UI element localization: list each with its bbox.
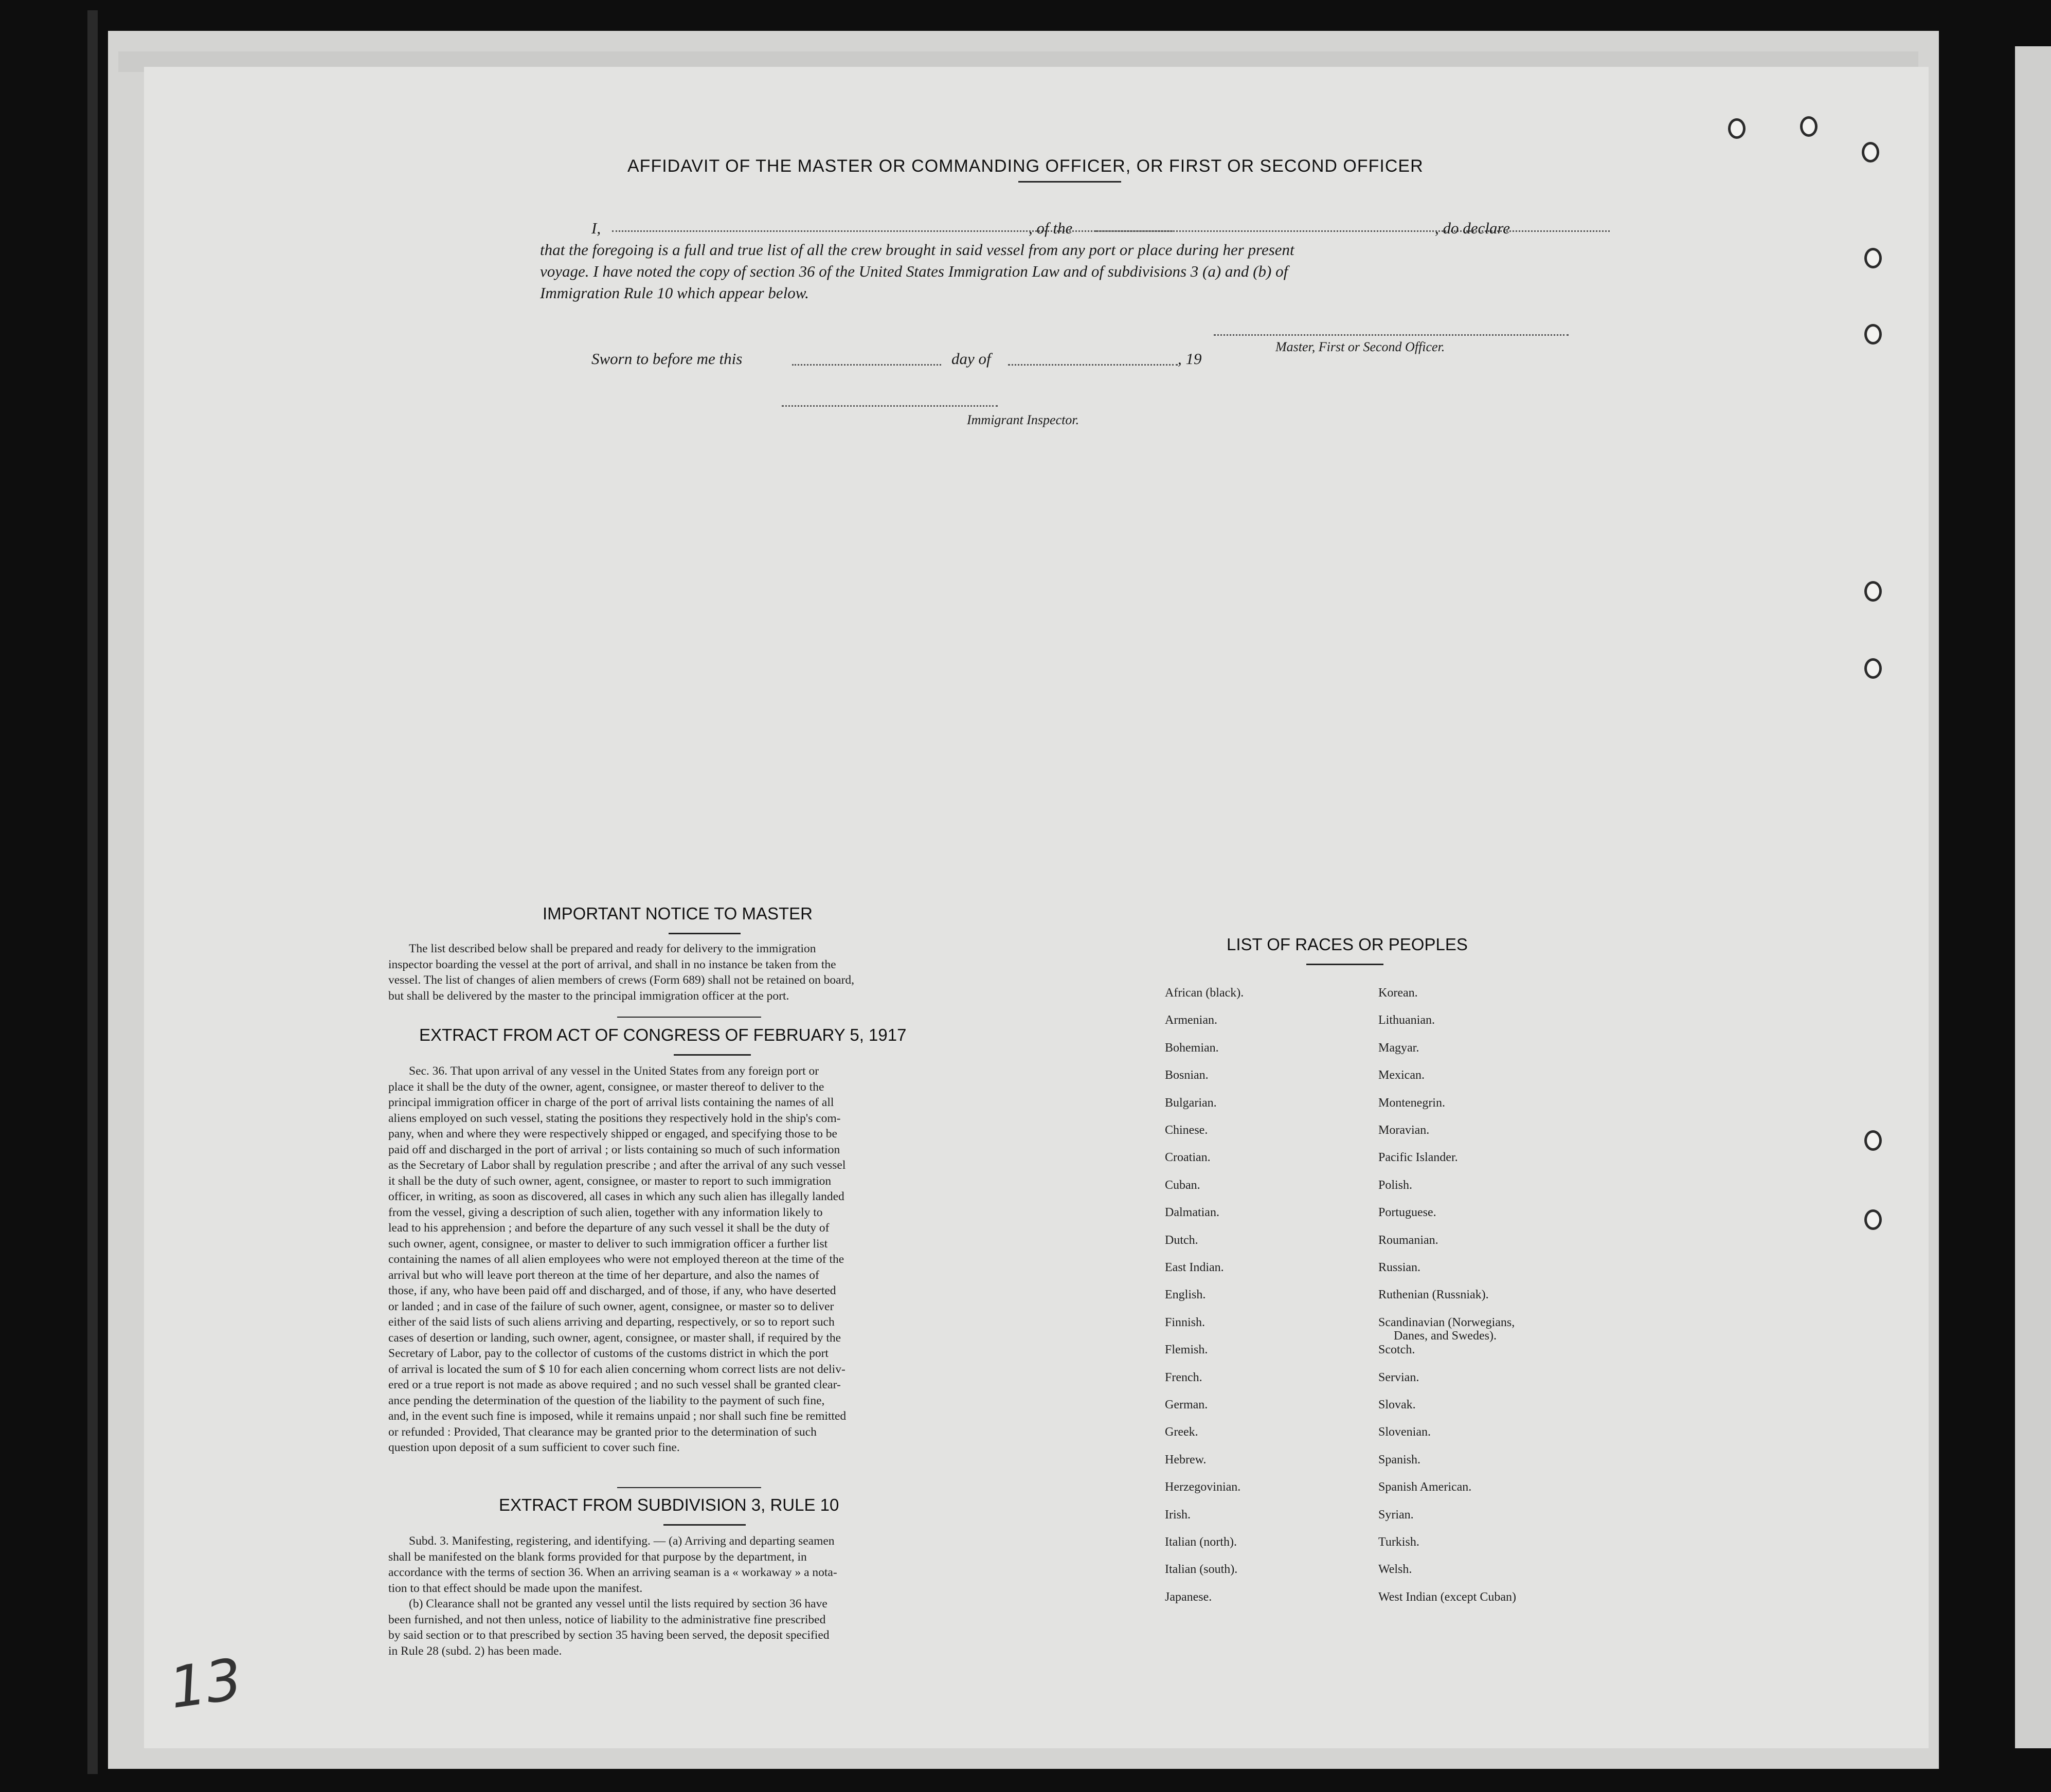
- race-item: Turkish.: [1378, 1535, 1419, 1549]
- rule-extract-underline: [663, 1524, 746, 1526]
- race-item: Polish.: [1378, 1178, 1413, 1192]
- declaration-i: I,: [591, 219, 601, 237]
- race-item: Greek.: [1165, 1425, 1198, 1439]
- race-item: Herzegovinian.: [1165, 1480, 1241, 1494]
- race-item: Ruthenian (Russniak).: [1378, 1288, 1489, 1302]
- officer-signature-line[interactable]: [1214, 334, 1569, 336]
- act-line: pany, when and where they were respectively shipped or engaged, and specifying those to be: [388, 1127, 837, 1141]
- race-item: Cuban.: [1165, 1178, 1200, 1192]
- act-line: and, in the event such fine is imposed, while it remains unpaid ; nor shall such fine be remitted: [388, 1409, 847, 1423]
- act-line: such owner, agent, consignee, or master to deliver to such immigration officer a further list: [388, 1237, 828, 1251]
- race-item: Italian (north).: [1165, 1535, 1237, 1549]
- act-line: of arrival is located the sum of $ 10 for each alien concerning whom correct lists are not deliv-: [388, 1362, 845, 1376]
- race-item: Armenian.: [1165, 1013, 1217, 1027]
- race-item: Bosnian.: [1165, 1069, 1209, 1082]
- race-item: Flemish.: [1165, 1343, 1208, 1357]
- act-line: or landed ; and in case of the failure of such owner, agent, consignee, or master so to deliver: [388, 1299, 834, 1313]
- race-item: Irish.: [1165, 1508, 1191, 1522]
- race-item: Roumanian.: [1378, 1233, 1438, 1247]
- act-line: from the vessel, giving a description of such alien, together with any information likely to: [388, 1205, 823, 1219]
- race-item: Japanese.: [1165, 1590, 1212, 1604]
- race-item: Welsh.: [1378, 1563, 1412, 1577]
- race-item: Bohemian.: [1165, 1041, 1219, 1055]
- act-line: officer, in writing, as soon as discovered, all cases in which any such alien has illegally landed: [388, 1190, 844, 1203]
- punch-hole: [1864, 248, 1882, 268]
- race-item: Bulgarian.: [1165, 1096, 1217, 1110]
- act-line: or refunded : Provided, That clearance may be granted prior to the determination of such: [388, 1425, 817, 1439]
- notice-text: [388, 941, 990, 1004]
- race-item: Croatian.: [1165, 1151, 1211, 1165]
- race-item: Spanish American.: [1378, 1480, 1472, 1494]
- act-line: as the Secretary of Labor shall by regulation prescribe ; and after the arrival of any such vessel: [388, 1159, 846, 1172]
- sworn-year: , 19: [1178, 350, 1202, 368]
- act-line: Sec. 36. That upon arrival of any vessel in the United States from any foreign port or: [409, 1064, 819, 1078]
- act-extract-text: [388, 1063, 990, 1456]
- races-underline: [1306, 964, 1383, 965]
- race-item: Slovenian.: [1378, 1425, 1431, 1439]
- punch-hole: [1728, 118, 1746, 139]
- sworn-month-line[interactable]: [1008, 364, 1178, 366]
- inspector-signature-line[interactable]: [782, 405, 998, 407]
- race-item: West Indian (except Cuban): [1378, 1590, 1516, 1604]
- rule-line: (b) Clearance shall not be granted any vessel until the lists required by section 36 have: [409, 1597, 827, 1610]
- adjacent-page-edge: [2015, 46, 2051, 1748]
- notice-underline: [669, 933, 741, 934]
- rule-extract-text: [388, 1533, 990, 1659]
- name-blank-line[interactable]: [612, 230, 1173, 232]
- race-item-continuation: Danes, and Swedes).: [1394, 1329, 1497, 1343]
- officer-signature-label: Master, First or Second Officer.: [1275, 339, 1445, 354]
- declaration-line-2: voyage. I have noted the copy of section 36 of the United States Immigration Law and of subdivisions 3 (a) and (b) of: [540, 262, 1288, 280]
- declaration-line-3: Immigration Rule 10 which appear below.: [540, 284, 809, 302]
- act-extract-title: EXTRACT FROM ACT OF CONGRESS OF FEBRUARY 5, 1917: [419, 1025, 907, 1044]
- rule-line: in Rule 28 (subd. 2) has been made.: [388, 1644, 562, 1658]
- rule-line: shall be manifested on the blank forms provided for that purpose by the department, in: [388, 1550, 807, 1564]
- act-line: lead to his apprehension ; and before the departure of any such vessel it shall be the duty of: [388, 1221, 830, 1235]
- act-line: arrival but who will leave port thereon at the time of her departure, and also the names of: [388, 1268, 819, 1282]
- act-line: Secretary of Labor, pay to the collector of customs of the customs district in which the port: [388, 1347, 829, 1360]
- race-item: Finnish.: [1165, 1315, 1206, 1329]
- act-line: principal immigration officer in charge of the port of arrival lists containing the names of all: [388, 1096, 834, 1109]
- punch-hole: [1800, 116, 1818, 137]
- sworn-day-of: day of: [951, 350, 991, 368]
- race-item: Chinese.: [1165, 1124, 1208, 1137]
- notice-line: The list described below shall be prepared and ready for delivery to the immigration: [409, 942, 816, 955]
- rule-line: tion to that effect should be made upon the manifest.: [388, 1581, 643, 1595]
- film-frame-edge: [87, 10, 98, 1774]
- declaration-line-1: that the foregoing is a full and true list of all the crew brought in said vessel from any port or place during her present: [540, 241, 1294, 259]
- notice-line: but shall be delivered by the master to the principal immigration officer at the port.: [388, 989, 789, 1003]
- race-item: Spanish.: [1378, 1453, 1421, 1467]
- race-item: Dalmatian.: [1165, 1206, 1219, 1220]
- rule-line: Subd. 3. Manifesting, registering, and identifying. — (a) Arriving and departing seamen: [409, 1534, 835, 1548]
- race-item: Slovak.: [1378, 1398, 1416, 1411]
- race-item: Moravian.: [1378, 1124, 1430, 1137]
- affidavit-title: AFFIDAVIT OF THE MASTER OR COMMANDING OFFICER, OR FIRST OR SECOND OFFICER: [627, 156, 1424, 176]
- sworn-prefix: Sworn to before me this: [591, 350, 743, 368]
- races-title: LIST OF RACES OR PEOPLES: [1227, 935, 1468, 954]
- act-line: place it shall be the duty of the owner, agent, consignee, or master thereof to deliver to the: [388, 1080, 824, 1094]
- race-item: Lithuanian.: [1378, 1013, 1435, 1027]
- act-line: cases of desertion or landing, such owner, agent, consignee, or master shall, if required by the: [388, 1331, 841, 1345]
- race-item: French.: [1165, 1370, 1202, 1384]
- title-underline: [1018, 181, 1121, 183]
- race-item: Syrian.: [1378, 1508, 1414, 1522]
- race-item: Pacific Islander.: [1378, 1151, 1458, 1165]
- race-item: East Indian.: [1165, 1261, 1224, 1274]
- act-line: it shall be the duty of such owner, agent, consignee, or master to report to such immigration: [388, 1174, 832, 1188]
- act-line: question upon deposit of a sum sufficient to cover such fine.: [388, 1441, 680, 1454]
- act-line: aliens employed on such vessel, stating the positions they respectively hold in the ship's com-: [388, 1111, 841, 1125]
- notice-divider: [617, 1017, 761, 1018]
- notice-line: vessel. The list of changes of alien members of crews (Form 689) shall not be retained on board,: [388, 973, 855, 987]
- race-item: Portuguese.: [1378, 1206, 1436, 1220]
- punch-hole: [1864, 324, 1882, 345]
- declaration-do-declare: , do declare: [1435, 219, 1510, 237]
- punch-hole: [1864, 581, 1882, 602]
- race-item: African (black).: [1165, 986, 1244, 1000]
- race-item: Scandinavian (Norwegians,: [1378, 1315, 1515, 1329]
- manifest-page: [144, 67, 1929, 1748]
- act-extract-underline: [674, 1054, 751, 1056]
- notice-title: IMPORTANT NOTICE TO MASTER: [543, 904, 813, 923]
- race-item: Dutch.: [1165, 1233, 1198, 1247]
- act-divider: [617, 1487, 761, 1488]
- act-line: containing the names of all alien employees who were not employed thereon at the time of the: [388, 1253, 844, 1266]
- race-item: Korean.: [1378, 986, 1418, 1000]
- inspector-label: Immigrant Inspector.: [967, 412, 1080, 427]
- sworn-day-line[interactable]: [792, 364, 941, 366]
- race-item: English.: [1165, 1288, 1206, 1302]
- handwritten-page-number: 13: [165, 1645, 246, 1722]
- rule-line: accordance with the terms of section 36. When an arriving seaman is a « workaway » a nota-: [388, 1566, 837, 1579]
- act-line: either of the said lists of such aliens arriving and departing, respectively, or so to report such: [388, 1315, 835, 1329]
- race-item: Scotch.: [1378, 1343, 1415, 1357]
- race-item: Montenegrin.: [1378, 1096, 1445, 1110]
- race-item: Russian.: [1378, 1261, 1421, 1274]
- act-line: paid off and discharged in the port of arrival ; or lists containing so much of such information: [388, 1143, 840, 1156]
- declaration-of-the: , of the: [1029, 219, 1073, 237]
- punch-hole: [1862, 142, 1879, 162]
- race-item: German.: [1165, 1398, 1208, 1411]
- race-item: Magyar.: [1378, 1041, 1419, 1055]
- act-line: ance pending the determination of the question of the liability to the payment of such fine,: [388, 1393, 825, 1407]
- punch-hole: [1864, 1130, 1882, 1151]
- act-line: those, if any, who have been paid off and discharged, and of those, if any, who have deserted: [388, 1284, 836, 1297]
- rule-line: been furnished, and not then unless, notice of liability to the administrative fine prescribed: [388, 1613, 826, 1626]
- race-item: Italian (south).: [1165, 1563, 1238, 1577]
- punch-hole: [1864, 658, 1882, 679]
- vessel-blank-line[interactable]: [1095, 230, 1610, 232]
- race-item: Servian.: [1378, 1370, 1419, 1384]
- rule-line: by said section or to that prescribed by section 35 having been served, the deposit specified: [388, 1628, 830, 1642]
- race-item: Mexican.: [1378, 1069, 1425, 1082]
- rule-extract-title: EXTRACT FROM SUBDIVISION 3, RULE 10: [499, 1495, 839, 1514]
- race-item: Hebrew.: [1165, 1453, 1207, 1467]
- punch-hole: [1864, 1209, 1882, 1230]
- notice-line: inspector boarding the vessel at the port of arrival, and shall in no instance be taken from the: [388, 957, 836, 971]
- act-line: ered or a true report is not made as above required ; and no such vessel shall be granted clear-: [388, 1378, 841, 1391]
